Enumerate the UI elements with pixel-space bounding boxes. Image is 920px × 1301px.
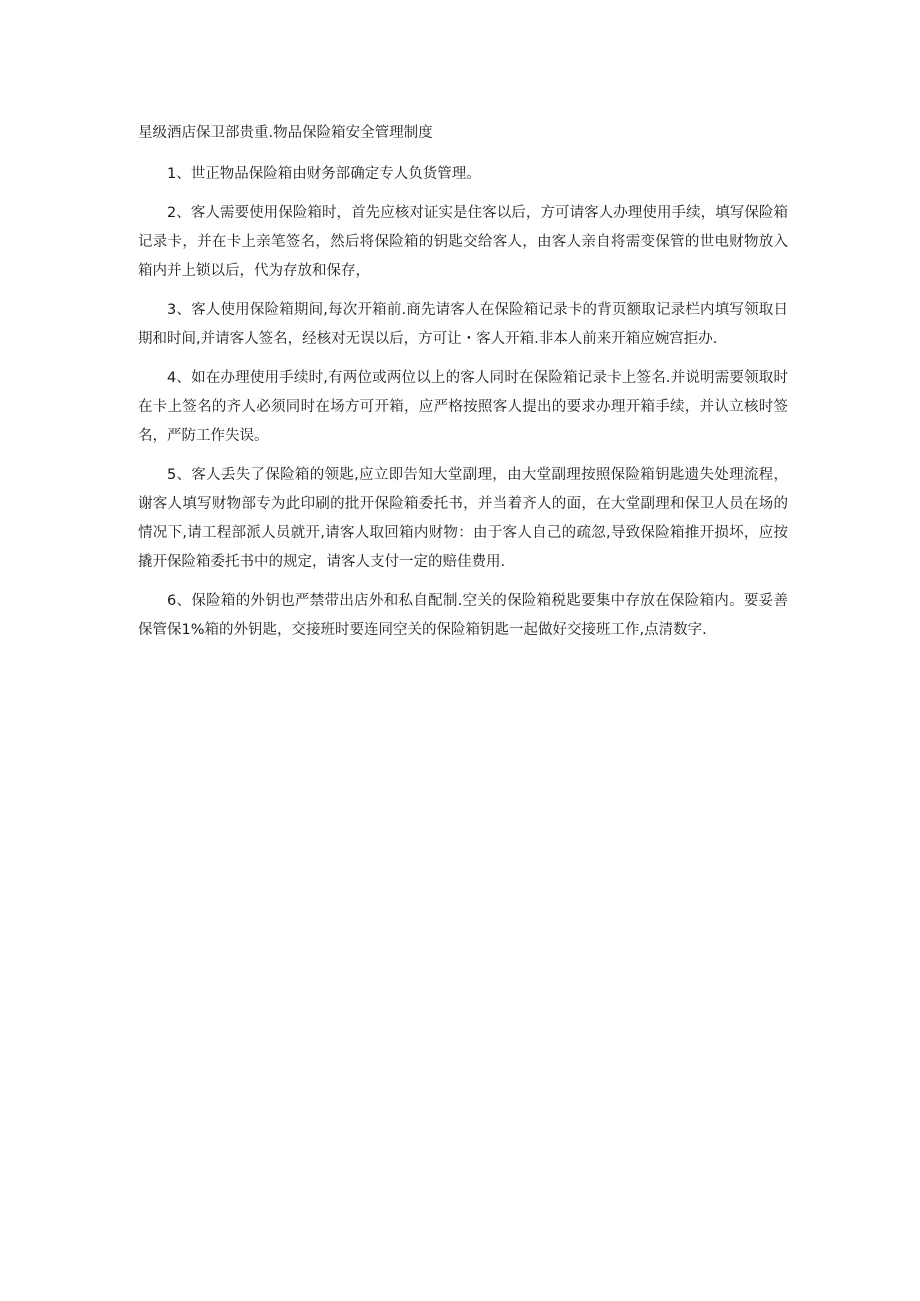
clause-6: 6、保险箱的外钥也严禁带出店外和私自配制.空关的保险箱税匙要集中存放在保险箱内。要妥善保管保1%箱的外钥匙，交接班时要连同空关的保险箱钥匙一起做好交接班工作,点清数字. xyxy=(138,593,788,638)
document-body xyxy=(138,119,788,655)
clause-1: 1、世正物品保险箱由财务部确定专人负货管理。 xyxy=(167,166,481,182)
document-title: 星级酒店保卫部贵重.物品保险箱安全管理制度 xyxy=(138,125,433,141)
clause-2: 2、客人需要使用保险箱时，首先应核对证实是住客以后，方可请客人办理使用手续，填写保险箱记录卡，并在卡上亲笔签名，然后将保险箱的钥匙交给客人，由客人亲自将需变保管的世电财物放入箱内并上锁以后，代为存放和保存， xyxy=(138,205,788,279)
clause-4: 4、如在办理使用手续时,有两位或两位以上的客人同时在保险箱记录卡上签名.并说明需要领取时在卡上签名的齐人必须同时在场方可开箱，应严格按照客人提出的要求办理开箱手续，并认立核时签名，严防工作失误。 xyxy=(138,370,788,444)
clause-3: 3、客人使用保险箱期间,每次开箱前.商先请客人在保险箱记录卡的背页额取记录栏内填写领取日期和时间,并请客人签名，经核对无误以后，方可让・客人开箱.非本人前来开箱应婉宫拒办. xyxy=(138,302,788,347)
clause-5: 5、客人丢失了保险箱的领匙,应立即告知大堂副理，由大堂副理按照保险箱钥匙遗失处理流程，谢客人填写财物部专为此印刷的批开保险箱委托书，并当着齐人的面，在大堂副理和保卫人员在场的情况下,请工程部派人员就开,请客人取回箱内财物：由于客人自己的疏忽,导致保险箱推开损坏，应按撬开保险箱委托书中的规定，请客人支付一定的赔佳费用. xyxy=(138,467,788,570)
